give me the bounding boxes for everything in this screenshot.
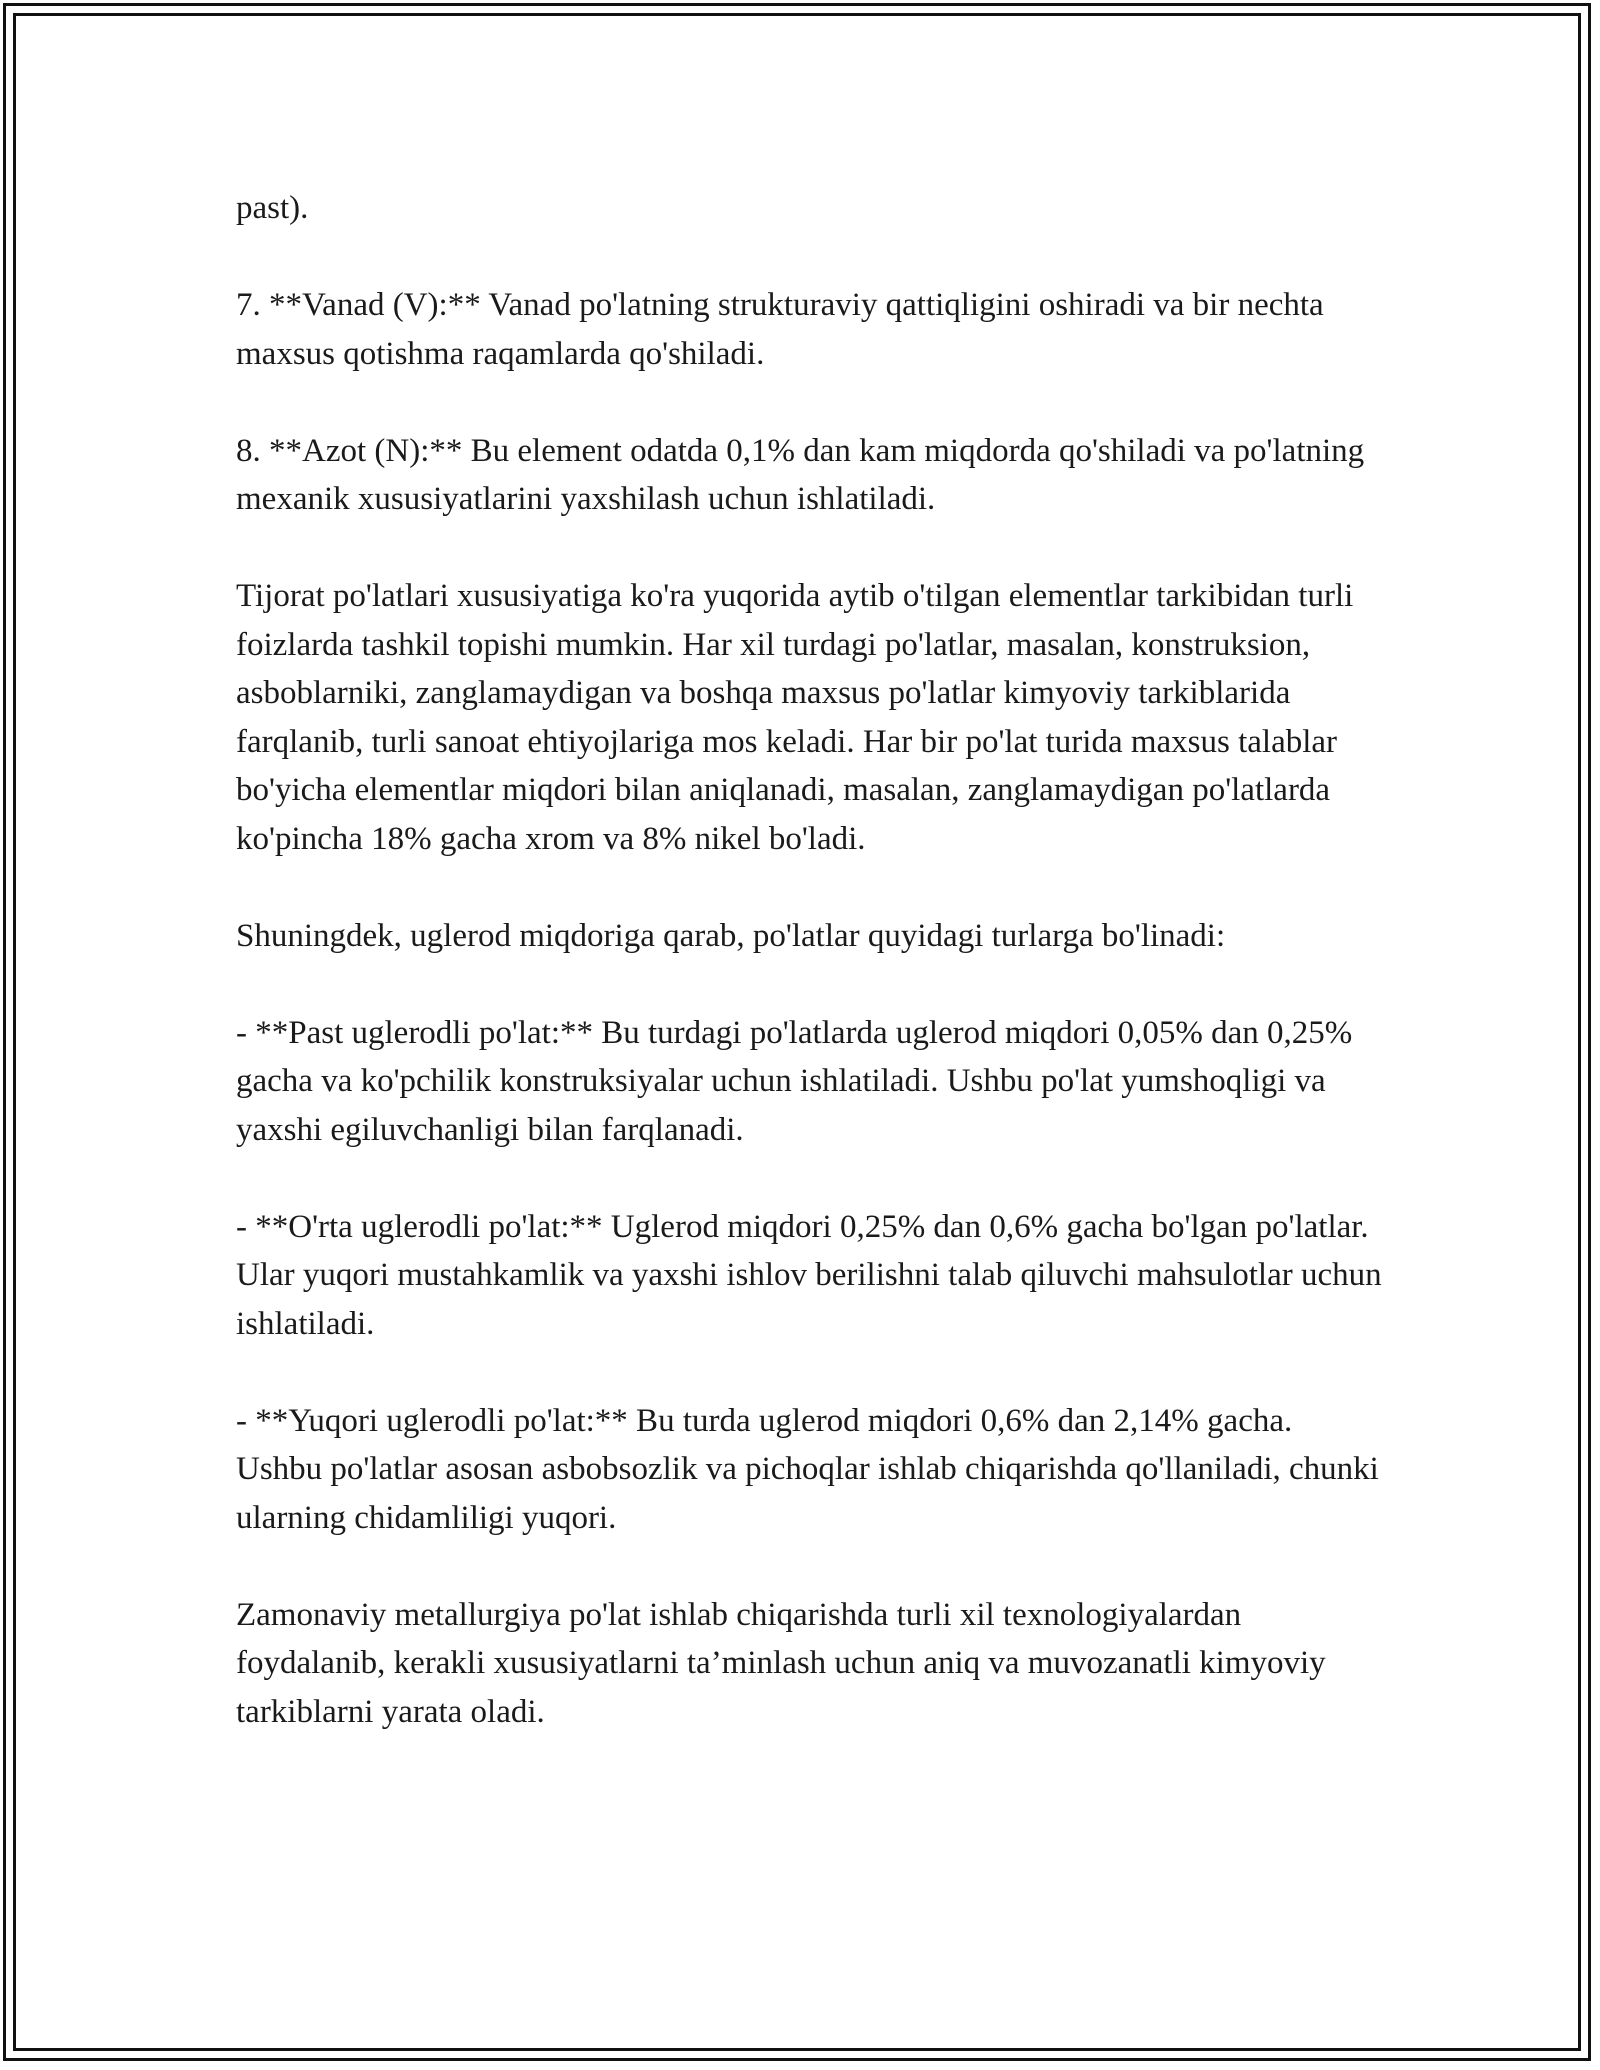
paragraph-commercial-steels: Tijorat po'latlari xususiyatiga ko'ra yuqorida aytib o'tilgan elementlar tarkibidan turli foizlarda tashkil topishi mumkin. Har xil turdagi po'latlar, masalan, konstruksion, asboblarniki, zanglamaydigan va boshqa maxsus po'latlar kimyoviy tarkiblarida farqlanib, turli sanoat ehtiyojlariga mos keladi. Har bir po'lat turida maxsus talablar bo'yicha elementlar miqdori bilan aniqlanadi, masalan, zanglamaydigan po'latlarda ko'pincha 18% gacha xrom va 8% nikel bo'ladi.	[236, 578, 1354, 857]
paragraph-carbon-classification: Shuningdek, uglerod miqdoriga qarab, po'latlar quyidagi turlarga bo'linadi:	[236, 917, 1226, 954]
list-item-medium-carbon: - **O'rta uglerodli po'lat:** Uglerod miqdori 0,25% dan 0,6% gacha bo'lgan po'latlar. Ular yuqori mustahkamlik va yaxshi ishlov berilishni talab qiluvchi mahsulotlar uchun ishlatiladi.	[236, 1208, 1382, 1342]
list-item-nitrogen: 8. **Azot (N):** Bu element odatda 0,1% dan kam miqdorda qo'shiladi va po'latning mexanik xususiyatlarini yaxshilash uchun ishlatiladi.	[236, 432, 1365, 517]
document-body	[236, 184, 1386, 1785]
list-item-high-carbon: - **Yuqori uglerodli po'lat:** Bu turda uglerod miqdori 0,6% dan 2,14% gacha. Ushbu po'latlar asosan asbobsozlik va pichoqlar ishlab chiqarishda qo'llaniladi, chunki ularning chidamliligi yuqori.	[236, 1402, 1379, 1536]
paragraph-continuation: past).	[236, 190, 309, 226]
list-item-vanadium: 7. **Vanad (V):** Vanad po'latning strukturaviy qattiqligini oshiradi va bir nechta maxsus qotishma raqamlarda qo'shiladi.	[236, 287, 1324, 372]
list-item-low-carbon: - **Past uglerodli po'lat:** Bu turdagi po'latlarda uglerod miqdori 0,05% dan 0,25% gacha va ko'pchilik konstruksiyalar uchun ishlatiladi. Ushbu po'lat yumshoqligi va yaxshi egiluvchanligi bilan farqlanadi.	[236, 1014, 1353, 1148]
paragraph-modern-metallurgy: Zamonaviy metallurgiya po'lat ishlab chiqarishda turli xil texnologiyalardan foydalanib, kerakli xususiyatlarni ta’minlash uchun aniq va muvozanatli kimyoviy tarkiblarni yarata oladi.	[236, 1596, 1326, 1730]
